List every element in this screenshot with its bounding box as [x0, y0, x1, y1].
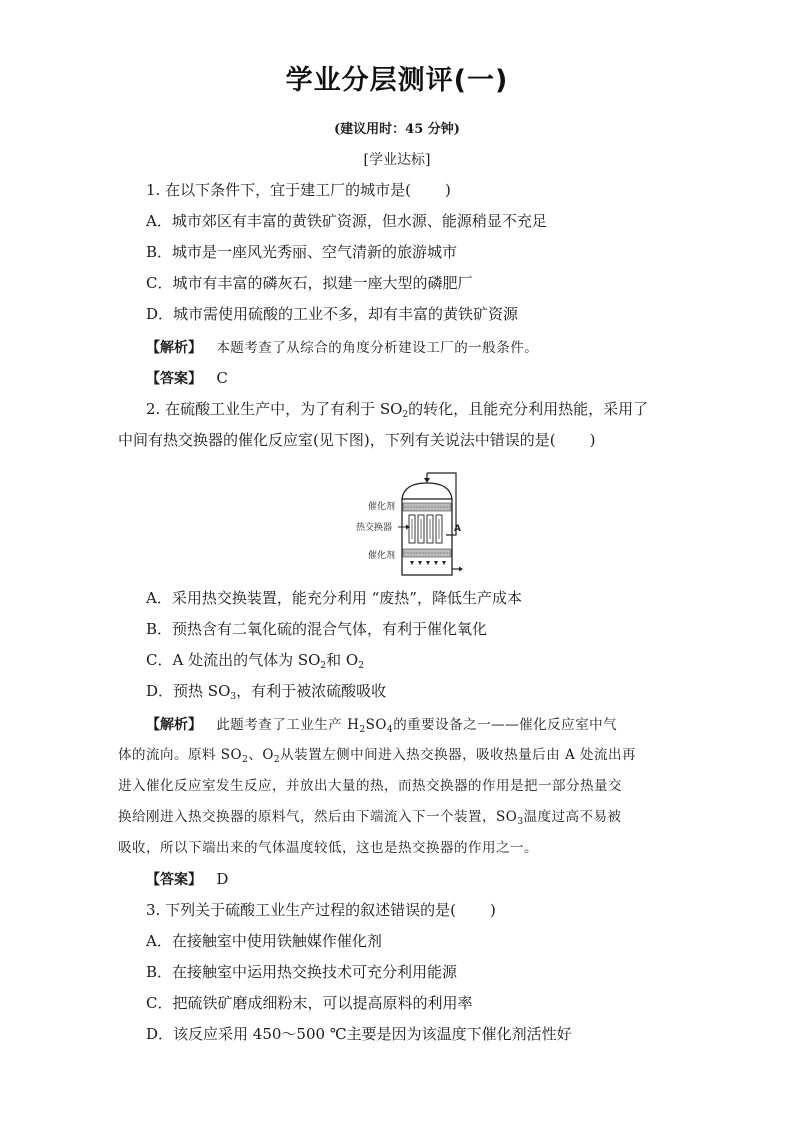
question-1-option-b: B．城市是一座风光秀丽、空气清新的旅游城市 [146, 243, 458, 261]
answer-label: 【答案】 [146, 872, 202, 888]
label-catalyst-top: 催化剂 [368, 502, 396, 512]
question-3-option-b: B．在接触室中运用热交换技术可充分利用能源 [146, 963, 458, 981]
heat-exchanger-tubes [409, 515, 442, 543]
question-1-option-c: C．城市有丰富的磷灰石，拟建一座大型的磷肥厂 [146, 274, 473, 292]
question-2-analysis-line-4: 换给刚进入热交换器的原料气，然后由下端流入下一个装置，$SO_3$温度过高不易被 [118, 809, 622, 827]
question-2-analysis-line-1: 【解析】 此题考查了工业生产 $H_2SO_4$的重要设备之一——催化反应室中气 [146, 717, 618, 735]
answer-label: 【答案】 [146, 371, 202, 387]
label-heat-exchanger: 热交换器 [356, 523, 393, 533]
question-2-stem-line-1: 2. 在硫酸工业生产中，为了有利于 $SO_2$的转化，且能充分利用热能，采用了 [146, 400, 649, 420]
inlet-arrow-icon [424, 478, 430, 483]
catalytic-reactor-diagram [354, 465, 464, 583]
question-1-analysis: 【解析】 本题考查了从综合的角度分析建设工厂的一般条件。 [146, 340, 539, 356]
question-2-option-a: A．采用热交换装置，能充分利用 “废热”，降低生产成本 [146, 589, 522, 607]
question-2-option-b: B．预热含有二氧化硫的混合气体，有利于催化氧化 [146, 620, 488, 638]
question-2-option-c: C．A 处流出的气体为 $SO_2$和 $O_2$ [146, 651, 364, 671]
question-3-option-c: C．把硫铁矿磨成细粉末，可以提高原料的利用率 [146, 994, 473, 1012]
suggested-time: (建议用时：45 分钟) [334, 122, 460, 137]
label-catalyst-bottom: 催化剂 [368, 551, 396, 561]
question-2-analysis-line-2: 体的流向。原料 $SO_2$、$O_2$从装置左侧中间进入热交换器，吸收热量后由 A 处流出再 [118, 747, 636, 765]
question-3-option-d: D．该反应采用 450～500 ℃主要是因为该温度下催化剂活性好 [146, 1025, 572, 1043]
question-3-option-a: A．在接触室中使用铁触媒作催化剂 [146, 932, 382, 950]
analysis-label: 【解析】 [146, 340, 202, 356]
question-2-analysis-line-3: 进入催化反应室发生反应，并放出大量的热，而热交换器的作用是把一部分热量交 [118, 778, 622, 794]
question-2-analysis-line-5: 吸收，所以下端出来的气体温度较低，这也是热交换器的作用之一。 [118, 840, 538, 856]
question-2-answer: 【答案】 D [146, 870, 229, 888]
outlet-arrow-icon [459, 567, 463, 572]
question-2-stem-line-2: 中间有热交换器的催化反应室(见下图)，下列有关说法中错误的是( ) [118, 431, 596, 449]
label-point-a: A [454, 524, 461, 534]
page-title: 学业分层测评(一) [285, 65, 509, 96]
reactor-dome [402, 483, 452, 499]
question-1-option-d: D．城市需使用硫酸的工业不多，却有丰富的黄铁矿资源 [146, 305, 519, 323]
question-2-option-d: D．预热 $SO_3$，有利于被浓硫酸吸收 [146, 682, 387, 702]
question-1-stem: 1. 在以下条件下，宜于建工厂的城市是( ) [146, 181, 451, 199]
question-3-stem: 3. 下列关于硫酸工业生产过程的叙述错误的是( ) [146, 901, 496, 919]
question-1-option-a: A．城市郊区有丰富的黄铁矿资源，但水源、能源稍显不充足 [146, 212, 547, 230]
section-heading: [学业达标] [363, 152, 431, 168]
question-1-answer: 【答案】 C [146, 369, 228, 387]
analysis-label: 【解析】 [146, 717, 202, 733]
